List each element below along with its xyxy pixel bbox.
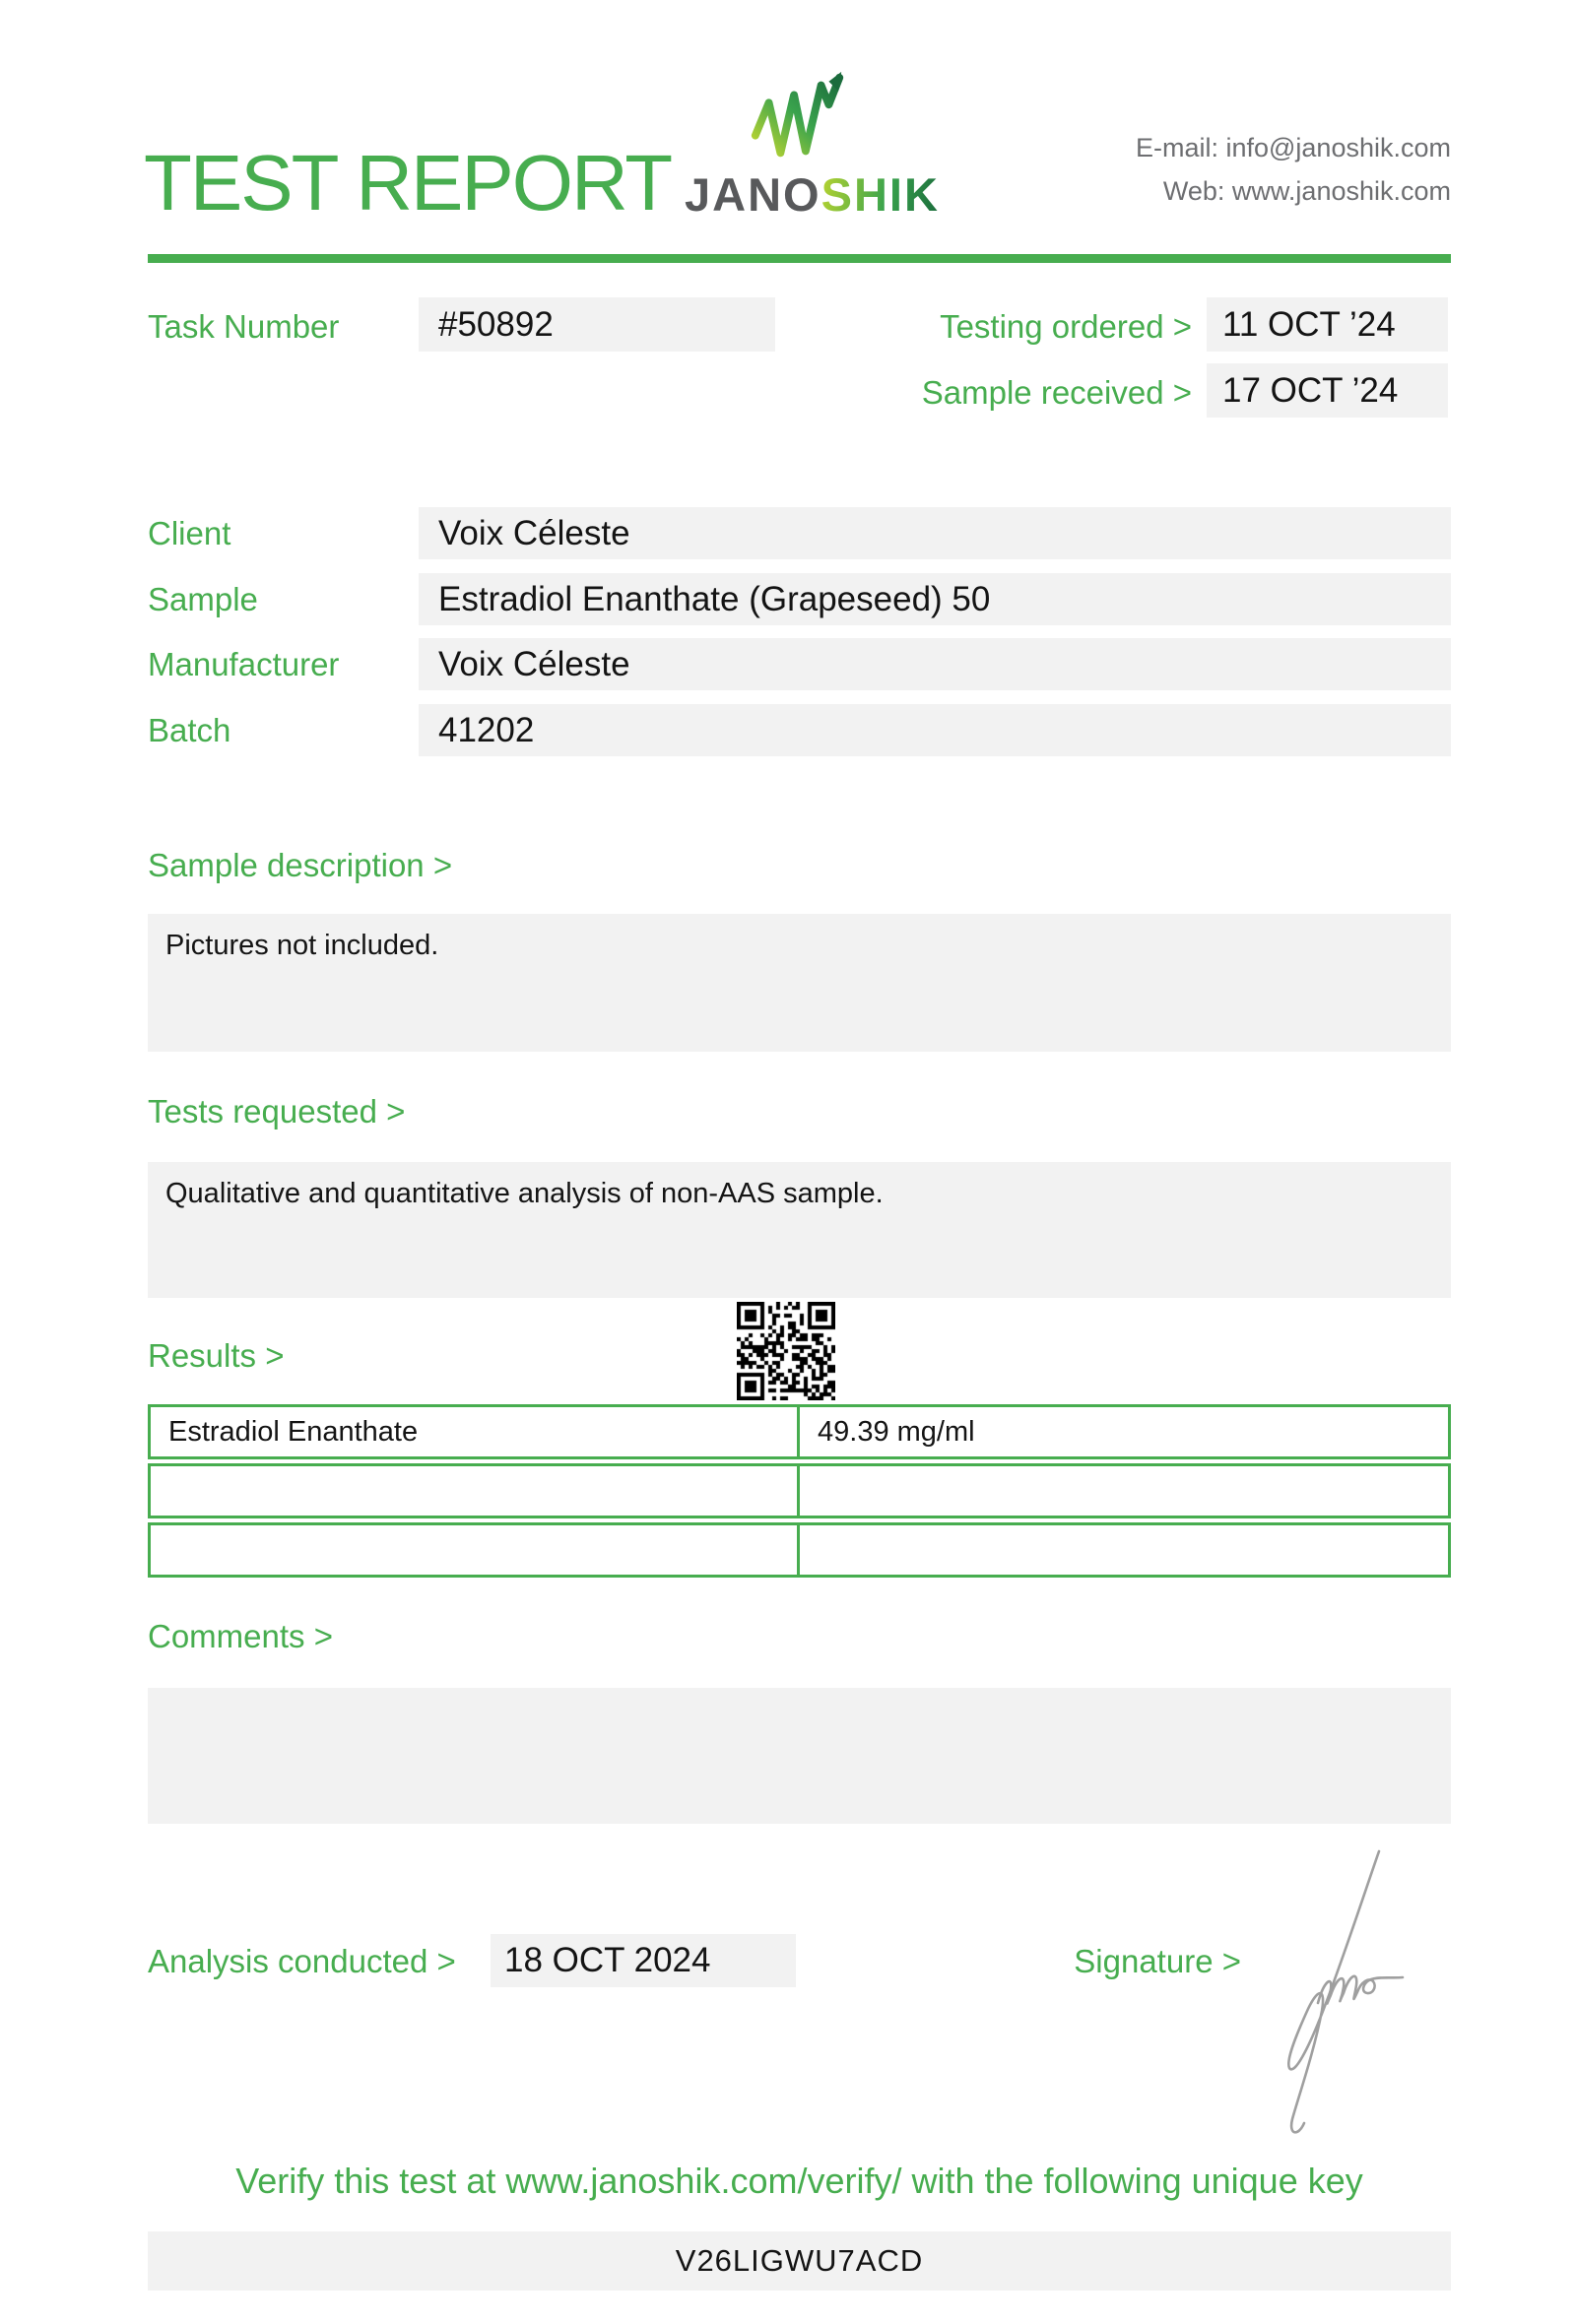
sample-description-text: Pictures not included. <box>165 930 439 961</box>
comments-box <box>148 1688 1451 1824</box>
growth-chart-icon <box>746 67 852 169</box>
contact-email: E-mail: info@janoshik.com <box>1135 133 1451 162</box>
client-value: Voix Céleste <box>438 513 630 552</box>
sample-description-box <box>148 914 1451 1052</box>
analysis-date-field <box>491 1934 796 1987</box>
tests-requested-heading: Tests requested > <box>148 1093 406 1130</box>
qr-code <box>737 1302 835 1400</box>
sample-value: Estradiol Enanthate (Grapeseed) 50 <box>438 579 991 618</box>
tests-requested-text: Qualitative and quantitative analysis of non-AAS sample. <box>165 1178 884 1209</box>
result-analyte-cell <box>151 1466 797 1516</box>
task-number-value: #50892 <box>438 304 554 344</box>
results-table <box>148 1404 1451 1582</box>
result-value-cell <box>797 1407 1448 1456</box>
tests-requested-box <box>148 1162 1451 1298</box>
sample-label: Sample <box>148 580 258 617</box>
batch-value: 41202 <box>438 710 535 749</box>
sample-field <box>419 573 1451 625</box>
signature-label: Signature > <box>1074 1943 1241 1979</box>
table-row <box>148 1522 1451 1578</box>
task-number-field <box>419 297 775 352</box>
page-title: TEST REPORT <box>144 139 672 226</box>
result-analyte-cell <box>151 1525 797 1575</box>
logo-jano: JANO <box>685 168 821 221</box>
manufacturer-value: Voix Céleste <box>438 644 630 683</box>
task-number-label: Task Number <box>148 308 340 345</box>
result-value-cell <box>797 1525 1448 1575</box>
table-row <box>148 1404 1451 1459</box>
batch-label: Batch <box>148 711 231 748</box>
manufacturer-label: Manufacturer <box>148 645 340 682</box>
client-field <box>419 507 1451 559</box>
testing-ordered-field <box>1207 297 1448 352</box>
sample-received-date: 17 OCT ’24 <box>1222 370 1399 410</box>
contact-block <box>886 126 1451 213</box>
result-value: 49.39 mg/ml <box>818 1415 975 1448</box>
header-divider <box>148 254 1451 263</box>
testing-ordered-label: Testing ordered > <box>940 308 1192 345</box>
logo-shik: SHIK <box>821 168 940 221</box>
verify-instruction: Verify this test at www.janoshik.com/verify/ with the following unique key <box>235 2161 1363 2201</box>
sample-received-field <box>1207 363 1448 418</box>
testing-ordered-date: 11 OCT ’24 <box>1222 304 1396 344</box>
results-heading: Results > <box>148 1337 285 1374</box>
comments-heading: Comments > <box>148 1618 333 1654</box>
verify-key-value: V26LIGWU7ACD <box>675 2243 924 2278</box>
sample-description-heading: Sample description > <box>148 847 453 883</box>
signature-image <box>1269 1843 1416 2144</box>
analysis-conducted-label: Analysis conducted > <box>148 1943 456 1979</box>
verify-key-field <box>148 2231 1451 2291</box>
result-analyte-cell <box>151 1407 797 1456</box>
client-label: Client <box>148 514 231 551</box>
analysis-date-value: 18 OCT 2024 <box>504 1941 711 1979</box>
result-analyte: Estradiol Enanthate <box>168 1415 419 1448</box>
manufacturer-field <box>419 638 1451 690</box>
result-value-cell <box>797 1466 1448 1516</box>
contact-web: Web: www.janoshik.com <box>1162 176 1451 206</box>
table-row <box>148 1463 1451 1518</box>
sample-received-label: Sample received > <box>921 374 1192 411</box>
batch-field <box>419 704 1451 756</box>
